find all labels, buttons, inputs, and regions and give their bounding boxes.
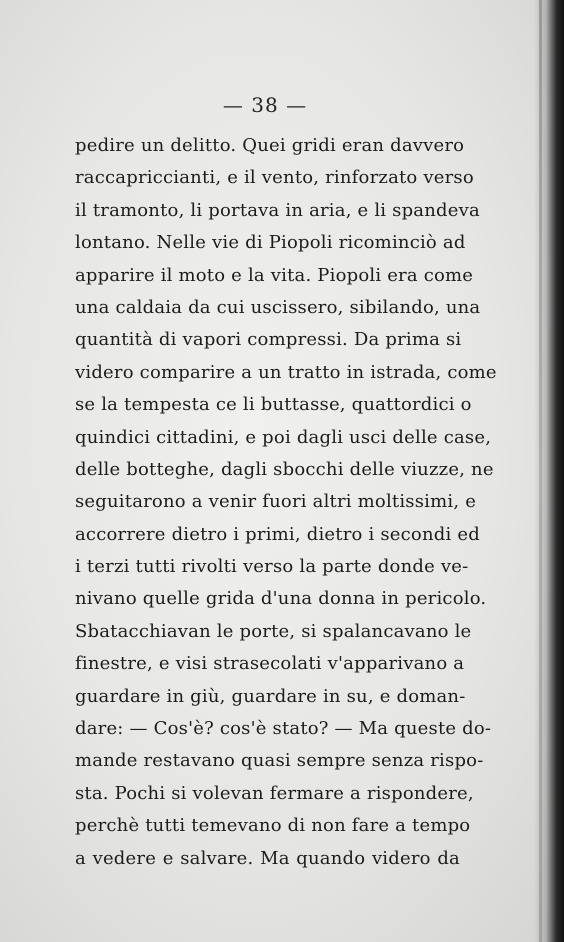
text-line: mande restavano quasi sempre senza rispo-: [75, 750, 484, 772]
body-text: [75, 130, 497, 875]
text-line: seguitarono a venir fuori altri moltissimi, e: [75, 491, 477, 513]
text-line: delle botteghe, dagli sbocchi delle viuzze, ne: [75, 458, 494, 480]
binding-shadow: [534, 0, 564, 942]
page-number: — 38 —: [222, 93, 308, 117]
text-line: dare: — Cos'è? cos'è stato? — Ma queste do-: [75, 718, 492, 740]
text-line: apparire il moto e la vita. Piopoli era come: [75, 264, 474, 286]
text-line: finestre, e visi strasecolati v'apparivano a: [75, 653, 465, 675]
text-line: lontano. Nelle vie di Piopoli ricominciò ad: [75, 232, 466, 254]
text-line: raccapriccianti, e il vento, rinforzato verso: [75, 167, 474, 189]
text-line: quindici cittadini, e poi dagli usci delle case,: [75, 426, 492, 448]
text-line: se la tempesta ce li buttasse, quattordici o: [75, 394, 472, 416]
text-line: Sbatacchiavan le porte, si spalancavano le: [75, 620, 472, 642]
text-line: perchè tutti temevano di non fare a tempo: [75, 815, 471, 837]
text-line: sta. Pochi si volevan fermare a rispondere,: [75, 782, 474, 804]
text-line: a vedere e salvare. Ma quando videro da: [75, 847, 460, 869]
text-line: nivano quelle grida d'una donna in pericolo.: [75, 588, 487, 610]
text-line: quantità di vapori compressi. Da prima si: [75, 329, 462, 351]
text-line: una caldaia da cui uscissero, sibilando, una: [75, 296, 481, 318]
text-line: guardare in giù, guardare in su, e doman-: [75, 685, 466, 707]
text-line: pedire un delitto. Quei gridi eran davvero: [75, 135, 465, 156]
text-line: accorrere dietro i primi, dietro i secondi ed: [75, 523, 480, 545]
text-line: il tramonto, li portava in aria, e li spandeva: [75, 199, 480, 221]
text-line: videro comparire a un tratto in istrada, come: [75, 361, 497, 383]
text-line: i terzi tutti rivolti verso la parte donde ve-: [75, 556, 469, 578]
